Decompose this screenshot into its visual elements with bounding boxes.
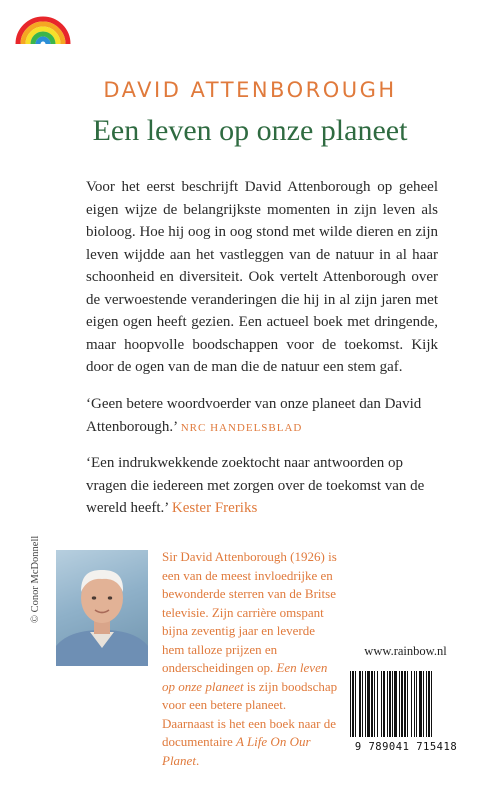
bio-documentary-title: A Life On Our Planet — [162, 734, 311, 768]
barcode — [340, 663, 472, 761]
rainbow-logo-icon — [14, 10, 72, 44]
bio-book-title: Een leven op onze planeet — [162, 660, 328, 694]
blurb-text: Voor het eerst beschrijft David Attenborough op geheel eigen wijze de belangrijkste momenten in zijn leven als bioloog. Hoe hij oog in oog stond met wilde dieren en zijn leven wijdde aan het vastleggen van de natuur in al haar schoonheid en diversiteit. Ook vertelt Attenborough over de verwoestende veranderingen die hij in al zijn jaren met eigen ogen heeft gezien. Een actueel boek met dringende, maar hoopvolle boodschappen voor de toekomst. Kijk door de ogen van de man die de natuur een stem gaf. — [86, 179, 438, 375]
review-quote — [86, 452, 438, 520]
photo-credit: © Conor McDonnell — [30, 535, 41, 623]
quote-text: ‘Een indrukwekkende zoektocht naar antwoorden op vragen die iedereen met zorgen over de toekomst van de wereld heeft.’ — [86, 455, 425, 516]
review-quote — [86, 393, 438, 439]
isbn-number: 9 789041 715418 — [354, 741, 458, 753]
quote-source: NRC HANDELSBLAD — [180, 421, 303, 434]
author-name: DAVID ATTENBOROUGH — [103, 78, 397, 102]
quote-text: ‘Geen betere woordvoerder van onze planeet dan David Attenborough.’ — [86, 396, 422, 435]
bio-text: . — [195, 752, 200, 768]
quote-source: Kester Freriks — [171, 500, 258, 516]
author-photo — [56, 550, 148, 666]
publisher-website: www.rainbow.nl — [364, 644, 447, 658]
barcode-bars — [348, 671, 464, 739]
author-bio — [162, 548, 338, 770]
bio-text: is zijn boodschap voor een betere planeet. Daarnaast is het een boek naar de documentaire — [162, 678, 338, 749]
book-title: Een leven op onze planeet — [92, 114, 408, 147]
bio-text: Sir David Attenborough (1926) is een van de meest invloedrijke en bewonderde sterren van de Britse televisie. Zijn carrière omspant bijna zeventig jaar en leverde hem talloze prijzen en onderscheidingen op. — [162, 549, 337, 675]
